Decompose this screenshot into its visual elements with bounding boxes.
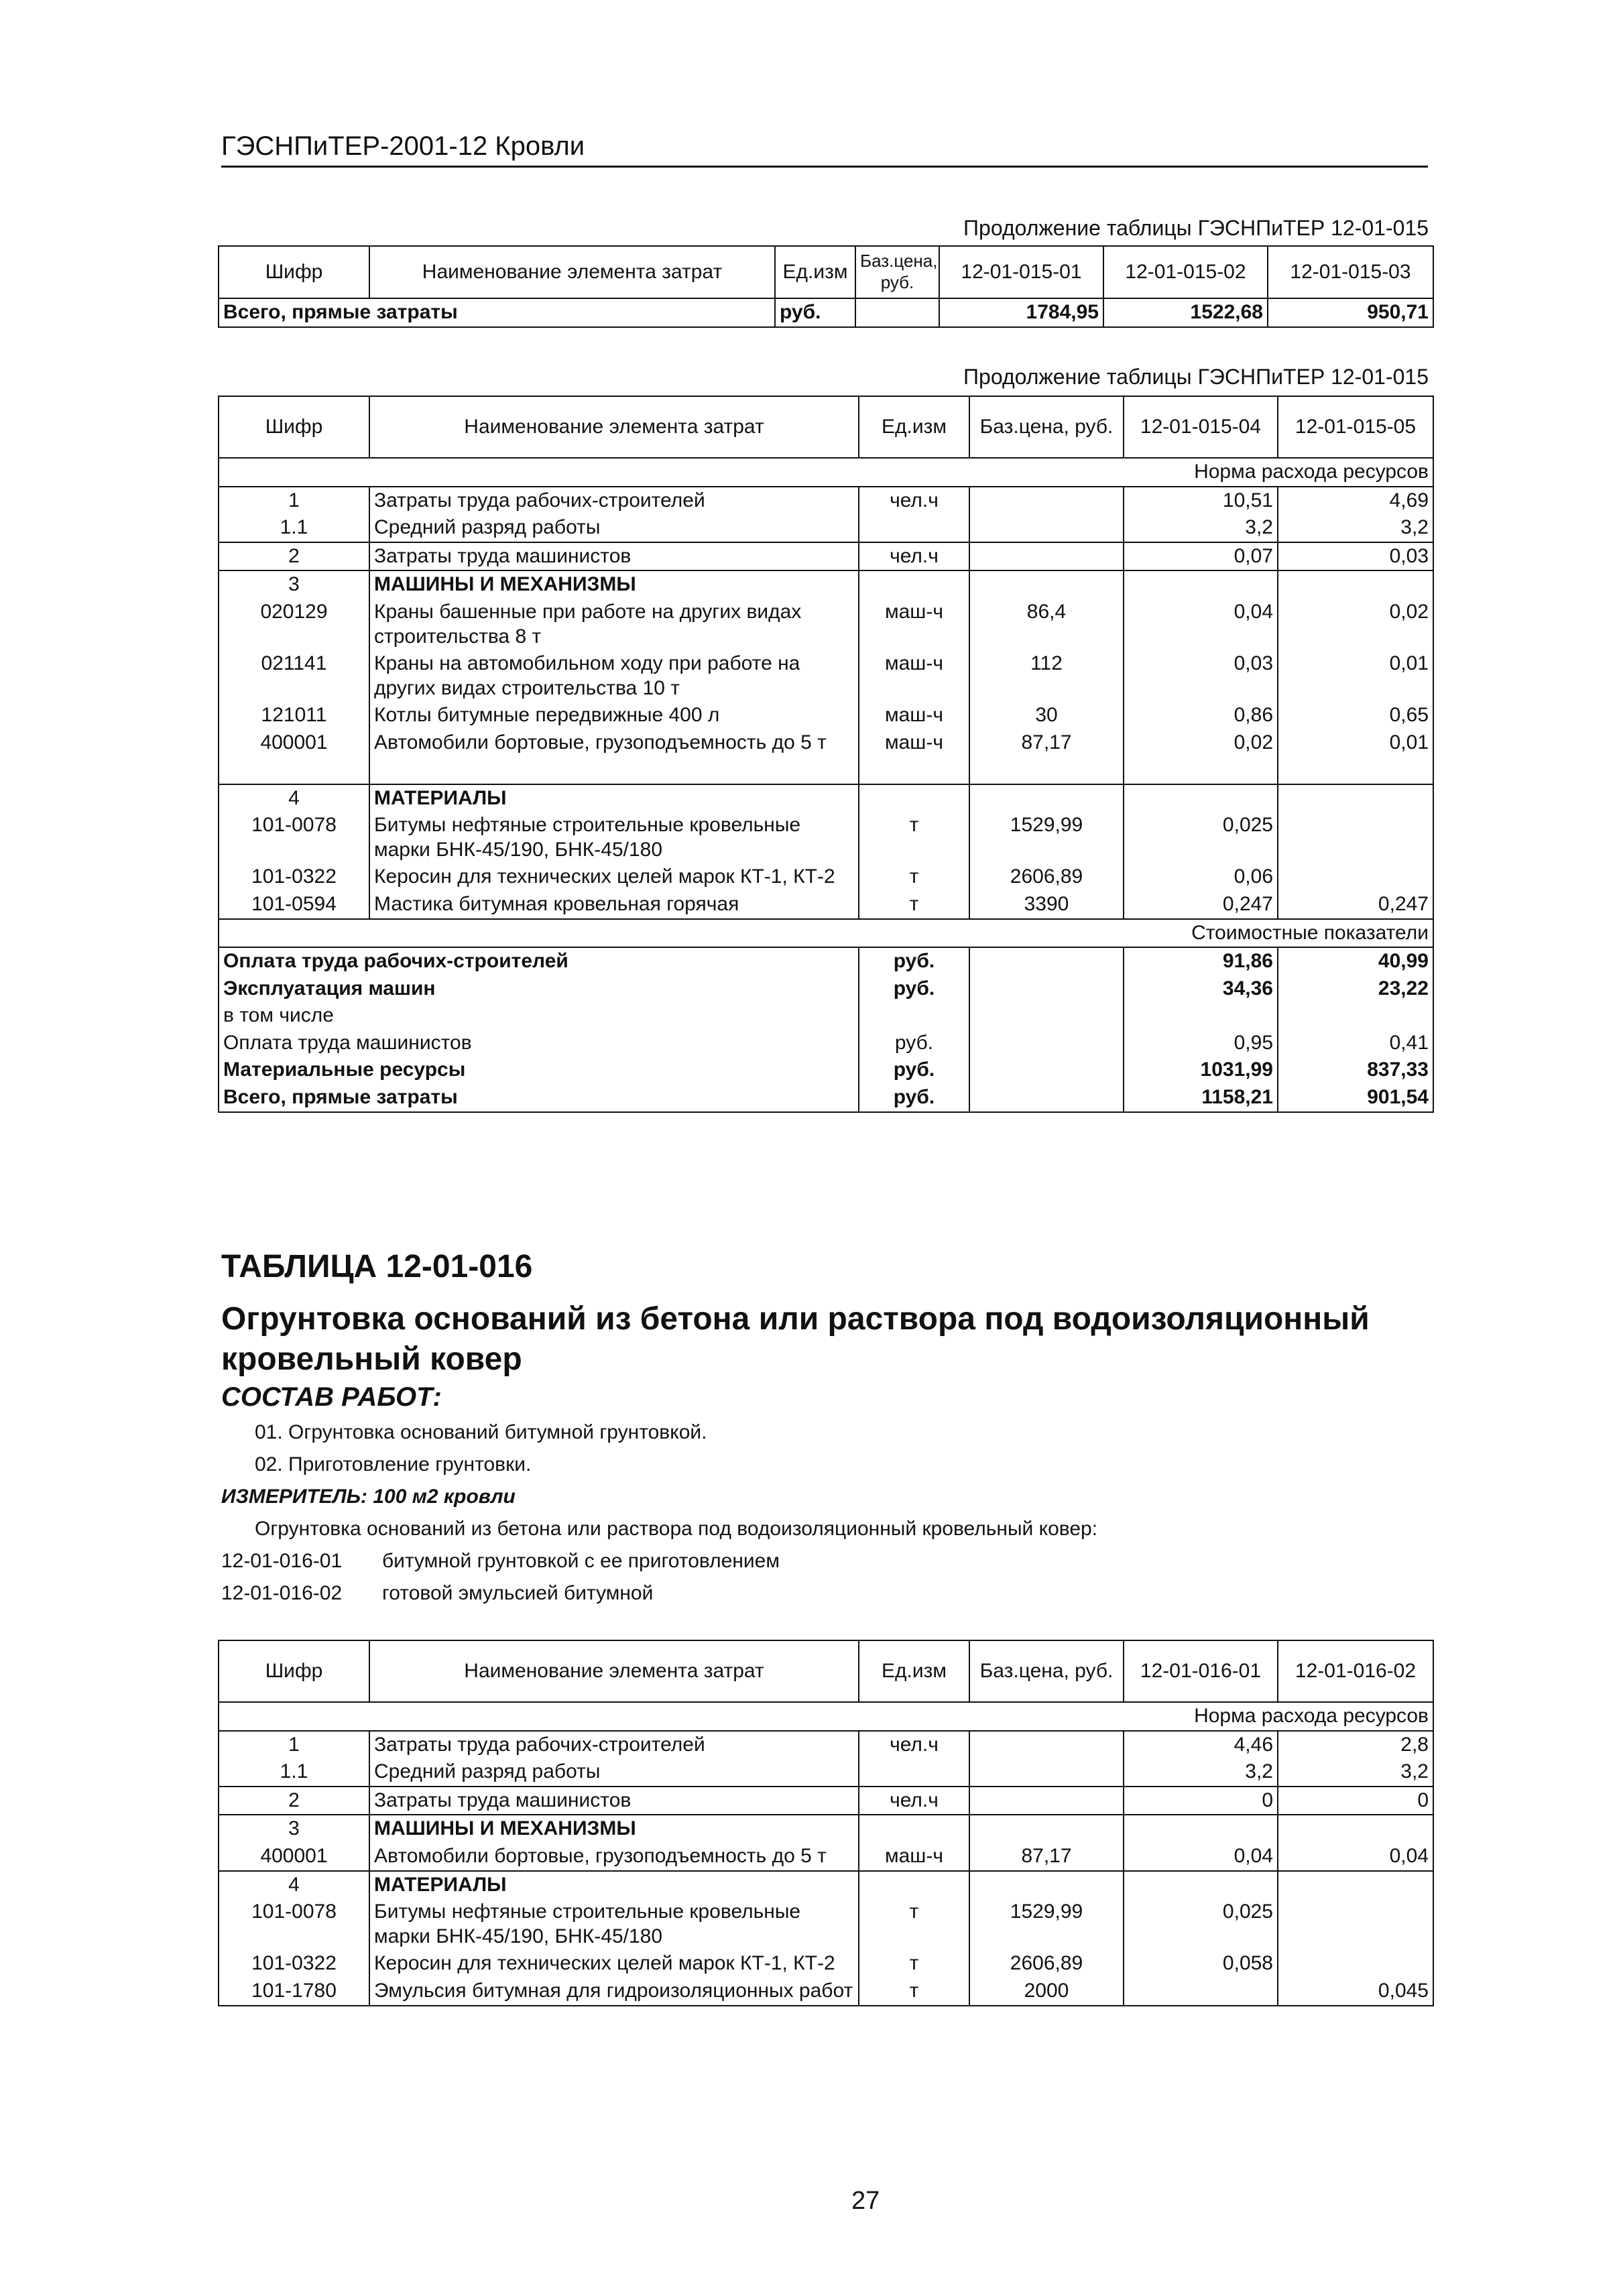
header-price: Баз.цена, руб. — [855, 246, 939, 298]
row-unit — [859, 570, 969, 599]
spacer-row — [219, 757, 1433, 784]
page-number: 27 — [851, 2187, 880, 2215]
cost-value-1: 1031,99 — [1124, 1056, 1278, 1084]
cost-value-1: 91,86 — [1124, 947, 1278, 975]
row-value-2: 0,247 — [1278, 891, 1433, 919]
row-value-2 — [1278, 1815, 1433, 1843]
cost-unit: руб. — [859, 975, 969, 1003]
row-value-2 — [1278, 812, 1433, 863]
section-subtitle: Огрунтовка оснований из бетона или раствора под водоизоляционный кровельный ковер — [221, 1301, 1370, 1377]
table-row — [219, 1843, 1433, 1871]
table-row — [219, 1731, 1433, 1759]
row-code: 101-0322 — [219, 1950, 369, 1978]
row-value-1: 3,2 — [1124, 1758, 1278, 1787]
row-value-1: 0,04 — [1124, 1843, 1278, 1871]
row-price: 2606,89 — [969, 863, 1124, 891]
row-price: 86,4 — [969, 599, 1124, 650]
cost-value-2: 40,99 — [1278, 947, 1433, 975]
header-col1: 12-01-015-04 — [1124, 396, 1278, 458]
row-price — [969, 784, 1124, 812]
cost-value-2: 0,41 — [1278, 1030, 1433, 1057]
cost-unit: руб. — [859, 947, 969, 975]
row-unit — [859, 1758, 969, 1787]
row-code: 400001 — [219, 1843, 369, 1871]
row-value-2 — [1278, 863, 1433, 891]
row-unit: т — [859, 891, 969, 919]
cost-row — [219, 1030, 1433, 1057]
row-code: 101-0594 — [219, 891, 369, 919]
row-value-1 — [1124, 1871, 1278, 1899]
header-col2: 12-01-015-02 — [1103, 246, 1268, 298]
row-unit — [859, 514, 969, 542]
row-price: 87,17 — [969, 1843, 1124, 1871]
row-unit: т — [859, 812, 969, 863]
row-code: 101-0078 — [219, 812, 369, 863]
table-row — [219, 863, 1433, 891]
work-composition-heading: СОСТАВ РАБОТ: — [221, 1382, 442, 1412]
cost-row — [219, 947, 1433, 975]
row-value-1: 0,02 — [1124, 729, 1278, 757]
row-price: 87,17 — [969, 729, 1124, 757]
row-unit: маш-ч — [859, 729, 969, 757]
row-unit: чел.ч — [859, 1787, 969, 1815]
row-unit: маш-ч — [859, 1843, 969, 1871]
cost-label: Оплата труда рабочих-строителей — [219, 947, 859, 975]
table-row — [219, 891, 1433, 919]
row-code: 2 — [219, 542, 369, 571]
row-price — [969, 1731, 1124, 1759]
cost-empty — [969, 1002, 1124, 1030]
row-value-2: 4,69 — [1278, 487, 1433, 515]
row-value-1: 10,51 — [1124, 487, 1278, 515]
cost-value-1: 34,36 — [1124, 975, 1278, 1003]
cost-label: Оплата труда машинистов — [219, 1030, 859, 1057]
row-value-1: 3,2 — [1124, 514, 1278, 542]
row-value-2 — [1278, 784, 1433, 812]
cost-value-1: 1158,21 — [1124, 1084, 1278, 1112]
row-unit: чел.ч — [859, 487, 969, 515]
row-value-1 — [1124, 1815, 1278, 1843]
cost-row — [219, 975, 1433, 1003]
row-code: 3 — [219, 570, 369, 599]
cost-empty — [969, 975, 1124, 1003]
norm-header: Норма расхода ресурсов — [219, 1702, 1433, 1731]
header-code: Шифр — [219, 246, 369, 298]
row-name: МАТЕРИАЛЫ — [369, 1871, 859, 1899]
row-code: 021141 — [219, 650, 369, 702]
row-name: Затраты труда рабочих-строителей — [369, 1731, 859, 1759]
work-item-2: 02. Приготовление грунтовки. — [255, 1453, 532, 1475]
row-unit: т — [859, 1978, 969, 2006]
cost-label: Материальные ресурсы — [219, 1056, 859, 1084]
row-price — [969, 1758, 1124, 1787]
cost-label: Всего, прямые затраты — [219, 1084, 859, 1112]
row-unit: маш-ч — [859, 702, 969, 729]
cost-empty — [969, 1084, 1124, 1112]
section-title: ТАБЛИЦА 12-01-016 — [221, 1249, 533, 1284]
table-12-01-015-part2 — [218, 396, 1434, 1113]
header-col1: 12-01-016-01 — [1124, 1640, 1278, 1702]
row-value-2: 3,2 — [1278, 1758, 1433, 1787]
table-row — [219, 1950, 1433, 1978]
row-name: Керосин для технических целей марок КТ-1, КТ-2 — [369, 1950, 859, 1978]
row-price: 112 — [969, 650, 1124, 702]
measure-unit: ИЗМЕРИТЕЛЬ: 100 м2 кровли — [221, 1486, 516, 1508]
table2-body — [219, 487, 1433, 919]
row-name: Краны башенные при работе на других видах строительства 8 т — [369, 599, 859, 650]
row-value-1 — [1124, 784, 1278, 812]
row-code: 101-0322 — [219, 863, 369, 891]
table-row — [219, 570, 1433, 599]
row-name: МАТЕРИАЛЫ — [369, 784, 859, 812]
continuation-label-2: Продолжение таблицы ГЭСНПиТЕР 12-01-015 — [963, 365, 1429, 389]
row-price: 30 — [969, 702, 1124, 729]
table-row — [219, 702, 1433, 729]
header-col1: 12-01-015-01 — [939, 246, 1103, 298]
row-value-2: 0,04 — [1278, 1843, 1433, 1871]
row-unit: чел.ч — [859, 1731, 969, 1759]
row-name: Керосин для технических целей марок КТ-1, КТ-2 — [369, 863, 859, 891]
table2-cost-body — [219, 947, 1433, 1112]
table-row — [219, 514, 1433, 542]
row-name: Битумы нефтяные строительные кровельные марки БНК-45/190, БНК-45/180 — [369, 812, 859, 863]
page-header: ГЭСНПиТЕР-2001-12 Кровли — [221, 131, 1428, 168]
row-code: 3 — [219, 1815, 369, 1843]
code-1: 12-01-016-01 — [221, 1550, 343, 1572]
row-value-1: 0 — [1124, 1787, 1278, 1815]
work-item-1: 01. Огрунтовка оснований битумной грунтовкой. — [255, 1421, 707, 1443]
row-value-1: 0,025 — [1124, 812, 1278, 863]
row-price — [969, 1815, 1124, 1843]
row-price: 1529,99 — [969, 1898, 1124, 1950]
row-name: Битумы нефтяные строительные кровельные марки БНК-45/190, БНК-45/180 — [369, 1898, 859, 1950]
table-12-01-015-part1 — [218, 245, 1434, 328]
row-price: 2606,89 — [969, 1950, 1124, 1978]
row-name: Краны на автомобильном ходу при работе на других видах строительства 10 т — [369, 650, 859, 702]
row-value-2: 0,045 — [1278, 1978, 1433, 2006]
row-name: Средний разряд работы — [369, 514, 859, 542]
cost-unit: руб. — [859, 1030, 969, 1057]
row-code: 1 — [219, 487, 369, 515]
row-code: 4 — [219, 1871, 369, 1899]
row-price: 1529,99 — [969, 812, 1124, 863]
row-price: 2000 — [969, 1978, 1124, 2006]
table-12-01-016 — [218, 1640, 1434, 2006]
row-price — [969, 514, 1124, 542]
header-code: Шифр — [219, 1640, 369, 1702]
continuation-label: Продолжение таблицы ГЭСНПиТЕР 12-01-015 — [963, 216, 1429, 240]
row-code: 1.1 — [219, 1758, 369, 1787]
row-price — [969, 542, 1124, 571]
row-name: Затраты труда машинистов — [369, 1787, 859, 1815]
table-row — [219, 784, 1433, 812]
row-value-1: 0,04 — [1124, 599, 1278, 650]
row-value-2: 0,02 — [1278, 599, 1433, 650]
row-price — [969, 1871, 1124, 1899]
cost-unit: руб. — [859, 1084, 969, 1112]
cost-row — [219, 1056, 1433, 1084]
row-code: 2 — [219, 1787, 369, 1815]
table-row — [219, 542, 1433, 571]
cost-value-2: 23,22 — [1278, 975, 1433, 1003]
code-1-text: битумной грунтовкой с ее приготовлением — [382, 1550, 780, 1572]
row-code: 400001 — [219, 729, 369, 757]
row-value-1: 0,058 — [1124, 1950, 1278, 1978]
row-value-2: 0 — [1278, 1787, 1433, 1815]
row-unit: т — [859, 863, 969, 891]
header-code: Шифр — [219, 396, 369, 458]
cost-value-1 — [1124, 1002, 1278, 1030]
table3-body — [219, 1731, 1433, 2006]
table-row — [219, 1758, 1433, 1787]
table-row — [219, 1787, 1433, 1815]
cost-value-1: 0,95 — [1124, 1030, 1278, 1057]
row-name: МАШИНЫ И МЕХАНИЗМЫ — [369, 1815, 859, 1843]
row-unit: маш-ч — [859, 599, 969, 650]
cost-value-2 — [1278, 1002, 1433, 1030]
row-value-1: 0,03 — [1124, 650, 1278, 702]
cost-empty — [969, 1056, 1124, 1084]
cost-label: Эксплуатация машин — [219, 975, 859, 1003]
row-unit — [859, 784, 969, 812]
header-price: Баз.цена, руб. — [969, 396, 1124, 458]
header-price: Баз.цена, руб. — [969, 1640, 1124, 1702]
row-price: 3390 — [969, 891, 1124, 919]
row-unit: маш-ч — [859, 650, 969, 702]
table-row — [219, 812, 1433, 863]
row-value-2: 2,8 — [1278, 1731, 1433, 1759]
cost-value-2: 837,33 — [1278, 1056, 1433, 1084]
table-row — [219, 1978, 1433, 2006]
row-code: 1.1 — [219, 514, 369, 542]
row-unit — [859, 1871, 969, 1899]
cost-empty — [969, 947, 1124, 975]
norm-header: Норма расхода ресурсов — [219, 458, 1433, 487]
row-value-1 — [1124, 570, 1278, 599]
row-code: 121011 — [219, 702, 369, 729]
table-row — [219, 1871, 1433, 1899]
row-unit — [859, 1815, 969, 1843]
row-code: 101-1780 — [219, 1978, 369, 2006]
row-price — [969, 570, 1124, 599]
cost-label: в том числе — [219, 1002, 859, 1030]
row-value-2: 0,01 — [1278, 729, 1433, 757]
row-price — [969, 487, 1124, 515]
row-value-1: 0,247 — [1124, 891, 1278, 919]
row-value-1: 0,06 — [1124, 863, 1278, 891]
row-value-1: 4,46 — [1124, 1731, 1278, 1759]
row-code: 101-0078 — [219, 1898, 369, 1950]
cost-value-2: 901,54 — [1278, 1084, 1433, 1112]
row-value-2 — [1278, 1950, 1433, 1978]
cost-header: Стоимостные показатели — [219, 919, 1433, 948]
table-row — [219, 1898, 1433, 1950]
table-row — [219, 729, 1433, 757]
header-col2: 12-01-015-05 — [1278, 396, 1433, 458]
cost-unit: руб. — [859, 1056, 969, 1084]
header-unit: Ед.изм — [859, 396, 969, 458]
table-row — [219, 1815, 1433, 1843]
row-value-2: 0,65 — [1278, 702, 1433, 729]
row-name: Мастика битумная кровельная горячая — [369, 891, 859, 919]
cost-row — [219, 1002, 1433, 1030]
section-description: Огрунтовка оснований из бетона или раствора под водоизоляционный кровельный ковер: — [255, 1518, 1098, 1540]
row-value-1: 0,025 — [1124, 1898, 1278, 1950]
row-name: Котлы битумные передвижные 400 л — [369, 702, 859, 729]
total-unit: руб. — [775, 298, 855, 327]
row-name: Автомобили бортовые, грузоподъемность до 5 т — [369, 1843, 859, 1871]
row-price — [969, 1787, 1124, 1815]
row-value-2 — [1278, 1898, 1433, 1950]
table-row — [219, 599, 1433, 650]
row-name: Автомобили бортовые, грузоподъемность до 5 т — [369, 729, 859, 757]
header-name: Наименование элемента затрат — [369, 396, 859, 458]
row-value-2 — [1278, 570, 1433, 599]
row-value-1: 0,07 — [1124, 542, 1278, 571]
row-name: Затраты труда машинистов — [369, 542, 859, 571]
header-name: Наименование элемента затрат — [369, 1640, 859, 1702]
cost-unit — [859, 1002, 969, 1030]
code-2: 12-01-016-02 — [221, 1582, 343, 1604]
table-row — [219, 487, 1433, 515]
row-name: Затраты труда рабочих-строителей — [369, 487, 859, 515]
row-code: 1 — [219, 1731, 369, 1759]
row-value-2 — [1278, 1871, 1433, 1899]
cost-row — [219, 1084, 1433, 1112]
row-unit: чел.ч — [859, 542, 969, 571]
row-unit: т — [859, 1950, 969, 1978]
header-unit: Ед.изм — [859, 1640, 969, 1702]
row-value-1: 0,86 — [1124, 702, 1278, 729]
row-value-2: 3,2 — [1278, 514, 1433, 542]
header-col2: 12-01-016-02 — [1278, 1640, 1433, 1702]
header-unit: Ед.изм — [775, 246, 855, 298]
total-v2: 1522,68 — [1103, 298, 1268, 327]
total-v3: 950,71 — [1268, 298, 1433, 327]
row-code: 020129 — [219, 599, 369, 650]
row-value-1 — [1124, 1978, 1278, 2006]
row-value-2: 0,01 — [1278, 650, 1433, 702]
header-col3: 12-01-015-03 — [1268, 246, 1433, 298]
cost-empty — [969, 1030, 1124, 1057]
header-name: Наименование элемента затрат — [369, 246, 775, 298]
row-name: Эмульсия битумная для гидроизоляционных работ — [369, 1978, 859, 2006]
row-name: Средний разряд работы — [369, 1758, 859, 1787]
row-unit: т — [859, 1898, 969, 1950]
table-row — [219, 650, 1433, 702]
row-code: 4 — [219, 784, 369, 812]
total-v1: 1784,95 — [939, 298, 1103, 327]
row-value-2: 0,03 — [1278, 542, 1433, 571]
code-2-text: готовой эмульсией битумной — [382, 1582, 654, 1604]
total-label: Всего, прямые затраты — [219, 298, 775, 327]
row-name: МАШИНЫ И МЕХАНИЗМЫ — [369, 570, 859, 599]
